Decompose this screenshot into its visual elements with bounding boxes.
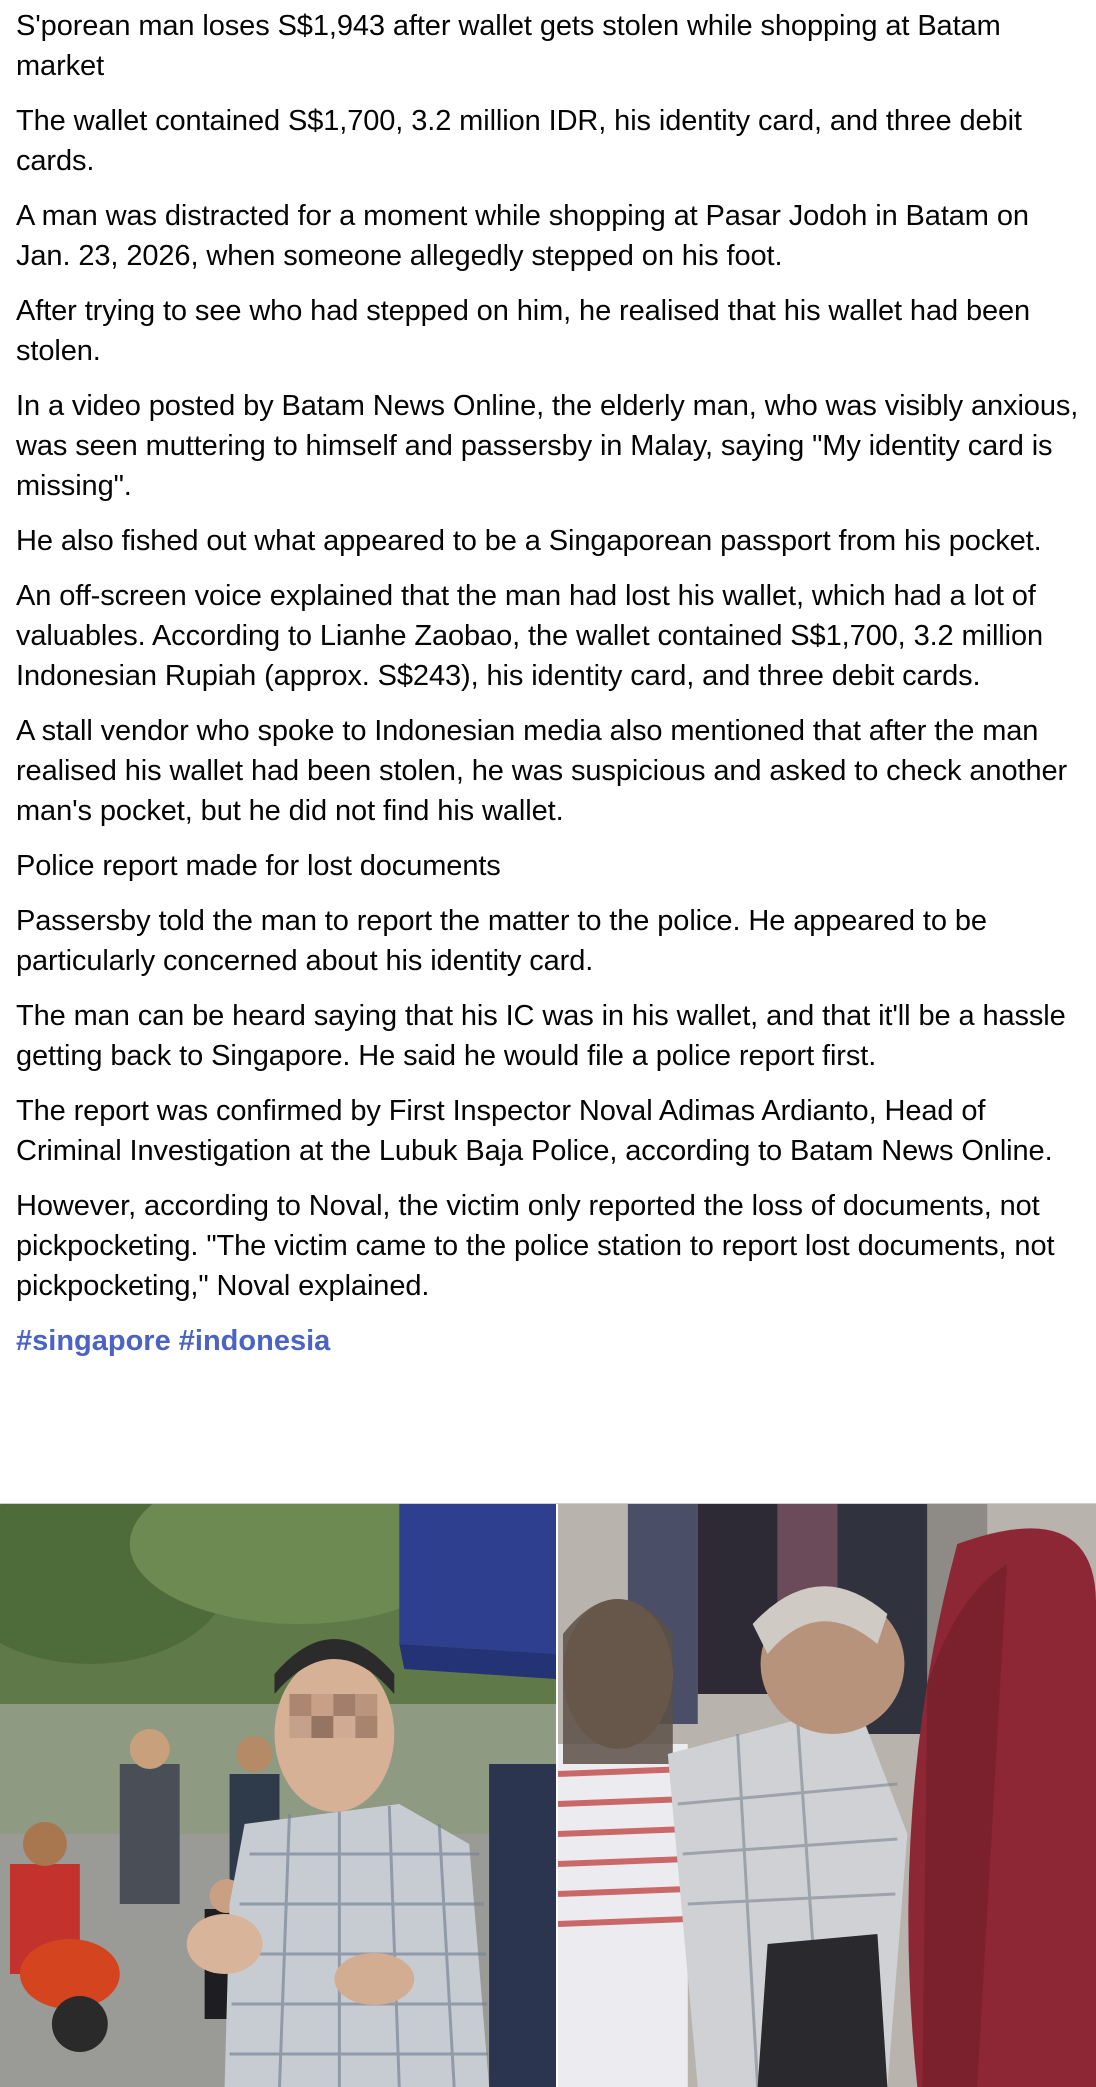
post-photo-stall-man[interactable]: [556, 1504, 1096, 2087]
post-paragraph: The man can be heard saying that his IC was in his wallet, and that it'll be a hassle getting back to Singapore. He said he would file a police report first.: [16, 1000, 1066, 1072]
post-paragraph: Passersby told the man to report the matter to the police. He appeared to be particularly concerned about his identity card.: [16, 905, 987, 977]
post-media-grid: [0, 1503, 1096, 2087]
photo-illustration: [0, 1504, 556, 2087]
post-subheading: Police report made for lost documents: [16, 850, 501, 882]
hashtag-link-indonesia[interactable]: #indonesia: [178, 1325, 331, 1357]
photo-illustration: [558, 1504, 1096, 2087]
post-paragraph: The wallet contained S$1,700, 3.2 million IDR, his identity card, and three debit cards.: [16, 105, 1022, 177]
hashtag-link-singapore[interactable]: #singapore: [16, 1325, 171, 1357]
post-body: [16, 6, 1086, 1361]
post-paragraph: An off-screen voice explained that the man had lost his wallet, which had a lot of valuables. According to Lianhe Zaobao, the wallet contained S$1,700, 3.2 million Indonesian Rupiah (approx. S$243), his identity card, and three debit cards.: [16, 580, 1044, 692]
post-paragraph: However, according to Noval, the victim only reported the loss of documents, not pickpocketing. "The victim came to the police station to report lost documents, not pickpocketing," Noval explained.: [16, 1190, 1055, 1302]
post-paragraph: A stall vendor who spoke to Indonesian media also mentioned that after the man realised his wallet had been stolen, he was suspicious and asked to check another man's pocket, but he did not find his wallet.: [16, 715, 1068, 827]
post-paragraph: A man was distracted for a moment while shopping at Pasar Jodoh in Batam on Jan. 23, 2026, when someone allegedly stepped on his foot.: [16, 200, 1029, 272]
hashtag-row: [16, 1321, 1086, 1361]
post-photo-market-man[interactable]: [0, 1504, 556, 2087]
post-headline: S'porean man loses S$1,943 after wallet gets stolen while shopping at Batam market: [16, 10, 1001, 82]
post-paragraph: He also fished out what appeared to be a Singaporean passport from his pocket.: [16, 525, 1042, 557]
post-paragraph: In a video posted by Batam News Online, the elderly man, who was visibly anxious, was seen muttering to himself and passersby in Malay, saying "My identity card is missing".: [16, 390, 1079, 502]
post-paragraph: The report was confirmed by First Inspector Noval Adimas Ardianto, Head of Criminal Investigation at the Lubuk Baja Police, according to Batam News Online.: [16, 1095, 1053, 1167]
post-paragraph: After trying to see who had stepped on him, he realised that his wallet had been stolen.: [16, 295, 1031, 367]
